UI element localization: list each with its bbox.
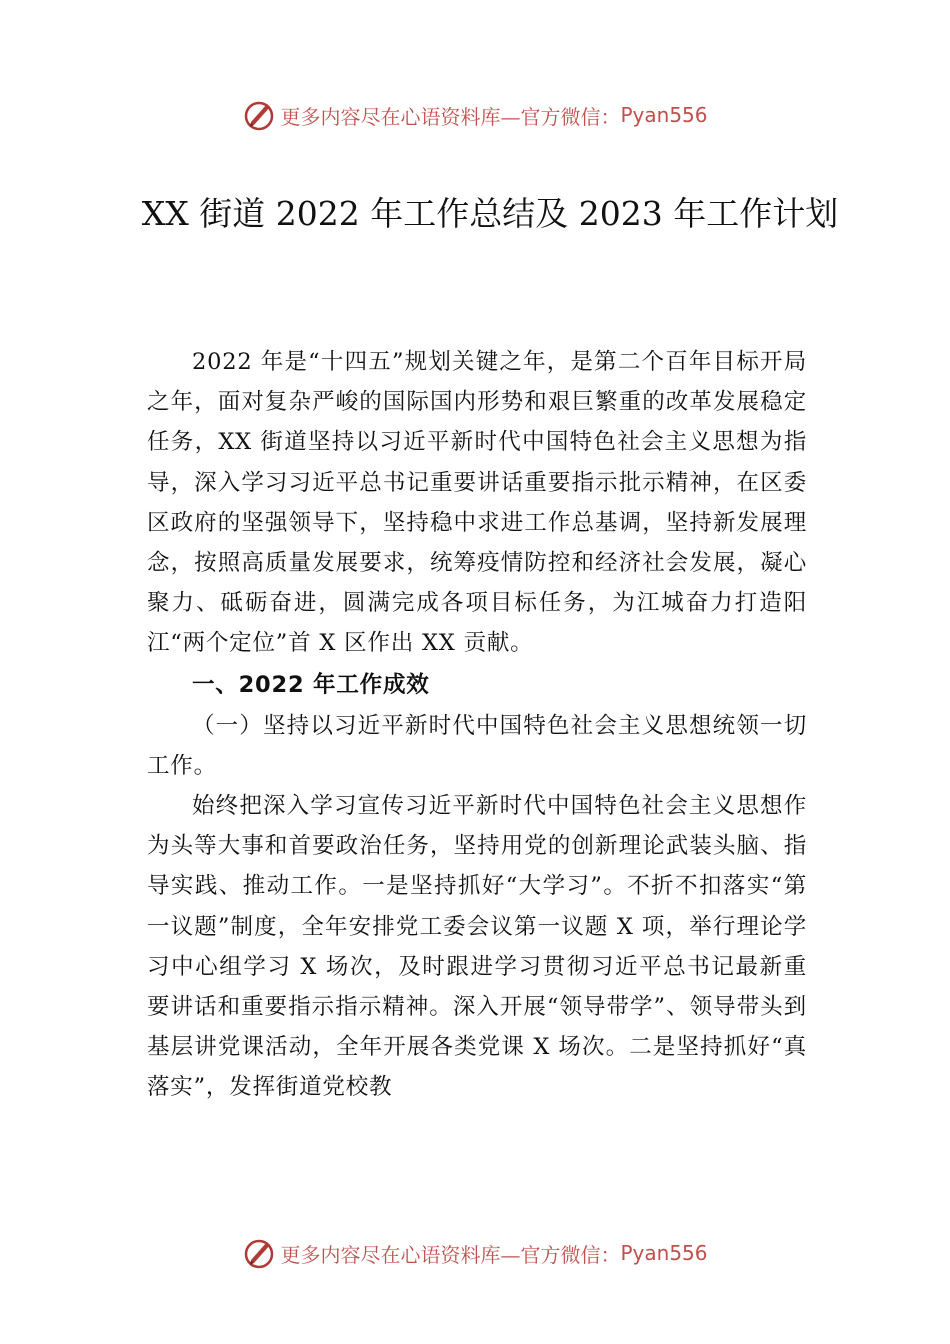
section-heading: 一、2022 年工作成效 [192,671,430,698]
watermark-contact: Pyan556 [620,1241,708,1265]
body-paragraph: 始终把深入学习宣传习近平新时代中国特色社会主义思想作为头等大事和首要政治任务，坚持用党的创新理论武装头脑、指导实践、推动工作。一是坚持抓好“大学习”。不折不扣落实“第一议题”制度，全年安排党工委会议第一议题 X 项，举行理论学习中心组学习 X 场次，及时跟进学习贯彻习近平总书记最新重要讲话和重要指示指示精神。深入开展“领导带学”、领导带头到基层讲党课活动，全年开展各类党课 X 场次。二是坚持抓好“真落实”，发挥街道党校教 [147,793,807,1101]
watermark-text: 更多内容尽在心语资料库—官方微信： [280,104,621,129]
watermark-contact: Pyan556 [620,103,708,127]
document-title: XX 街道 2022 年工作总结及 2023 年工作计划 [141,194,839,233]
intro-paragraph: 2022 年是“十四五”规划关键之年，是第二个百年目标开局之年，面对复杂严峻的国际国内形势和艰巨繁重的改革发展稳定任务，XX 街道坚持以习近平新时代中国特色社会主义思想为指导，深入学习习近平总书记重要讲话重要指示批示精神，在区委区政府的坚强领导下，坚持稳中求进工作总基调，坚持新发展理念，按照高质量发展要求，统筹疫情防控和经济社会发展，凝心聚力、砥砺奋进，圆满完成各项目标任务，为江城奋力打造阳江“两个定位”首 X 区作出 XX 贡献。 [147,349,807,657]
document-body [147,342,807,1108]
pen-in-circle-icon [242,98,276,132]
pen-in-circle-icon [242,1236,276,1270]
subsection-heading: （一）坚持以习近平新时代中国特色社会主义思想统领一切工作。 [147,712,807,779]
watermark-text: 更多内容尽在心语资料库—官方微信： [280,1242,621,1267]
header-watermark [0,95,950,135]
footer-watermark [0,1233,950,1273]
